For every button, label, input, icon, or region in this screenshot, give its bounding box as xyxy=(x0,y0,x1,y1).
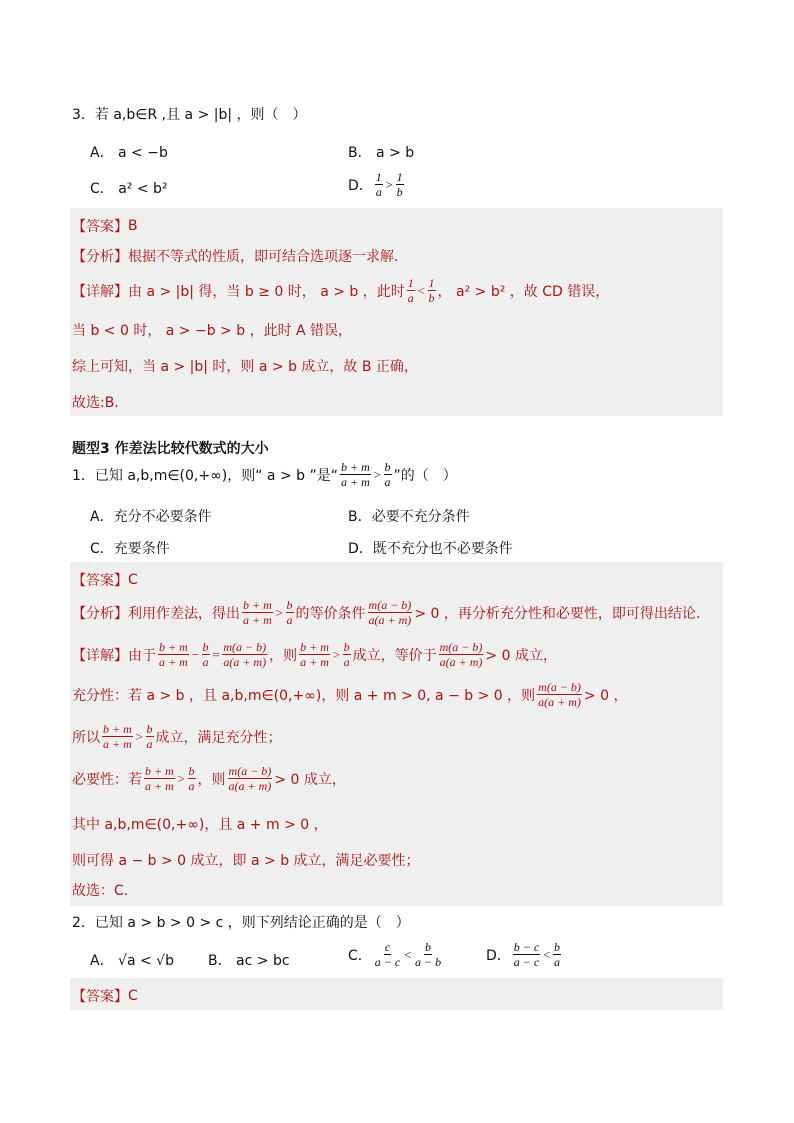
q1-analysis-frac-3: $\frac{m(a - b)}{a(a + m)}$ xyxy=(368,598,412,627)
section-title: 题型3 作差法比较代数式的大小 xyxy=(72,441,269,457)
detail-text: 必要性：若 xyxy=(72,771,142,788)
q1-analysis-frac-2: $\frac{b}{a}$ xyxy=(286,598,293,627)
q1-stem-frac-left: $\frac{b + m}{a + m}$ xyxy=(341,460,370,489)
q3-detail-frac-right: $\frac{1}{b}$ xyxy=(428,276,435,305)
q2-stem: 2．已知 a > b > 0 > c ，则下列结论正确的是（ ） xyxy=(72,915,410,931)
q1-analysis-frac-1: $\frac{b + m}{a + m}$ xyxy=(243,598,272,627)
q3-detail-frac-left: $\frac{1}{a}$ xyxy=(407,276,414,305)
q2-option-c: C． $\frac{c}{a - c}$ < $\frac{b}{a - b}$ xyxy=(348,940,442,969)
detail-label: 【详解】 xyxy=(72,283,128,300)
q1-option-a: A．充分不必要条件 xyxy=(90,509,212,525)
q1-detail-frac-5: $\frac{b}{a}$ xyxy=(343,640,350,669)
q1-analysis: 【分析】 利用作差法，得出 $\frac{b + m}{a + m}$ > $\frac{b}{a}$ 的等价条件 $\frac{m(a - b)}{a(a + m)}$ > 0 ，再分析充分性和必要性，即可得出结论. xyxy=(72,598,701,627)
q1-option-d: D．既不充分也不必要条件 xyxy=(348,541,513,557)
q1-detail-frac-6: $\frac{m(a - b)}{a(a + m)}$ xyxy=(439,640,483,669)
q2-option-c-frac-left: $\frac{c}{a - c}$ xyxy=(374,940,401,969)
q3-solution-box xyxy=(70,208,723,416)
q1-option-c: C．充要条件 xyxy=(90,541,170,557)
detail-text: ，则 xyxy=(197,771,226,788)
q1-detail-frac-3: $\frac{m(a - b)}{a(a + m)}$ xyxy=(223,640,267,669)
q2-solution-box xyxy=(70,978,723,1010)
q3-option-b: B． a > b xyxy=(348,145,415,161)
q3-option-d-frac-left: $\frac{1}{a}$ xyxy=(375,170,382,199)
q3-analysis xyxy=(72,246,398,266)
q1-detail-frac-7: $\frac{m(a - b)}{a(a + m)}$ xyxy=(538,680,581,709)
q3-answer xyxy=(72,216,138,236)
answer-value: B xyxy=(128,218,138,234)
detail-text: > 0 成立， xyxy=(274,771,346,788)
q3-detail-2: 当 b < 0 时， a > −b > b ，此时 A 错误， xyxy=(72,323,353,339)
q1-detail-6: 则可得 a − b > 0 成立，即 a > b 成立，满足必要性； xyxy=(72,853,420,869)
detail-text: 由 a > |b| 得，当 b ≥ 0 时， a > b ，此时 xyxy=(128,283,405,300)
detail-text: ，则 xyxy=(269,647,298,664)
analysis-text: 根据不等式的性质，即可结合选项逐一求解. xyxy=(128,249,399,265)
q1-stem: 1．已知 a,b,m∈(0,+∞)，则“ a > b ”是“ $\frac{b + m}{a + m}$ > $\frac{b}{a}$ ”的（ ） xyxy=(72,460,457,489)
q2-option-c-label: C． xyxy=(348,947,372,964)
q3-option-a: A． a < −b xyxy=(90,145,168,161)
q3-option-d-label: D． xyxy=(348,177,373,194)
q1-detail-frac-9: $\frac{b}{a}$ xyxy=(146,722,153,751)
q1-detail-frac-2: $\frac{b}{a}$ xyxy=(202,640,209,669)
q2-option-c-frac-right: $\frac{b}{a - b}$ xyxy=(415,940,442,969)
q2-option-d-frac-right: $\frac{b}{a}$ xyxy=(554,940,560,969)
q1-stem-text: ”的（ ） xyxy=(393,467,457,484)
analysis-label: 【分析】 xyxy=(72,605,128,622)
q1-detail-1: 【详解】 由于 $\frac{b + m}{a + m}$ − $\frac{b}{a}$ = $\frac{m(a - b)}{a(a + m)}$ ，则 $\frac{b + m}{a + m}$ > $\frac{b}{a}$ 成立，等价于 $\frac{m(a - b)}{a(a + m)}$ > 0 成立， xyxy=(72,640,557,669)
q2-option-a: A． √a < √b xyxy=(90,953,174,969)
q1-detail-frac-1: $\frac{b + m}{a + m}$ xyxy=(159,640,188,669)
q1-detail-frac-8: $\frac{b + m}{a + m}$ xyxy=(103,722,132,751)
q1-detail-frac-12: $\frac{m(a - b)}{a(a + m)}$ xyxy=(228,764,272,793)
q1-detail-frac-10: $\frac{b + m}{a + m}$ xyxy=(145,764,174,793)
q2-option-d-frac-left: $\frac{b - c}{a - c}$ xyxy=(513,940,540,969)
q1-stem-frac-right: $\frac{b}{a}$ xyxy=(384,460,391,489)
q1-detail-4: 必要性：若 $\frac{b + m}{a + m}$ > $\frac{b}{a}$ ，则 $\frac{m(a - b)}{a(a + m)}$ > 0 成立， xyxy=(72,764,346,793)
q1-detail-frac-11: $\frac{b}{a}$ xyxy=(188,764,195,793)
q3-option-d-frac-right: $\frac{1}{b}$ xyxy=(396,170,403,199)
analysis-label: 【分析】 xyxy=(72,249,128,265)
q1-answer xyxy=(72,570,138,590)
q1-option-b: B．必要不充分条件 xyxy=(348,509,470,525)
answer-label: 【答案】 xyxy=(72,573,128,589)
analysis-text: 利用作差法，得出 xyxy=(128,605,240,622)
q1-stem-text: 1．已知 a,b,m∈(0,+∞)，则“ a > b ”是“ xyxy=(72,467,338,484)
detail-text: ， a² > b² ，故 CD 错误， xyxy=(437,283,610,300)
answer-label: 【答案】 xyxy=(72,989,128,1005)
detail-text: 所以 xyxy=(72,729,100,746)
answer-value: C xyxy=(128,572,138,588)
q3-stem: 3．若 a,b∈R ,且 a > |b| ，则（ ） xyxy=(72,107,307,123)
q2-option-d: D． $\frac{b - c}{a - c}$ < $\frac{b}{a}$ xyxy=(486,940,560,969)
analysis-text: > 0 ，再分析充分性和必要性，即可得出结论. xyxy=(414,605,701,622)
detail-label: 【详解】 xyxy=(72,647,128,664)
q3-detail-4: 故选:B. xyxy=(72,395,119,411)
q1-detail-7: 故选：C. xyxy=(72,883,129,899)
q3-detail-3: 综上可知，当 a > |b| 时，则 a > b 成立，故 B 正确， xyxy=(72,359,418,375)
detail-text: 成立，等价于 xyxy=(352,647,437,664)
detail-text: 由于 xyxy=(128,647,156,664)
q3-option-d: D． $\frac{1}{a}$ > $\frac{1}{b}$ xyxy=(348,170,403,199)
q2-option-d-label: D． xyxy=(486,947,511,964)
q1-detail-frac-4: $\frac{b + m}{a + m}$ xyxy=(300,640,329,669)
q1-detail-3: 所以 $\frac{b + m}{a + m}$ > $\frac{b}{a}$ 成立，满足充分性； xyxy=(72,722,282,751)
q2-option-b: B． ac > bc xyxy=(208,953,290,969)
detail-text: > 0 ， xyxy=(583,687,628,704)
q1-detail-2 xyxy=(72,680,627,709)
analysis-text: 的等价条件 xyxy=(295,605,366,622)
q1-detail-5: 其中 a,b,m∈(0,+∞)，且 a + m > 0 ， xyxy=(72,817,328,833)
detail-text: 成立，满足充分性； xyxy=(155,729,282,746)
q3-option-c: C． a² < b² xyxy=(90,181,168,197)
answer-label: 【答案】 xyxy=(72,219,128,235)
q3-detail-1: 【详解】 由 a > |b| 得，当 b ≥ 0 时， a > b ，此时 $\frac{1}{a}$ < $\frac{1}{b}$ ， a² > b² ，故 CD 错误， xyxy=(72,276,610,305)
q2-answer xyxy=(72,986,138,1006)
detail-text: 充分性：若 a > b ，且 a,b,m∈(0,+∞)，则 a + m > 0, a − b > 0 ，则 xyxy=(72,687,536,704)
answer-value: C xyxy=(128,988,138,1004)
detail-text: > 0 成立， xyxy=(485,647,557,664)
